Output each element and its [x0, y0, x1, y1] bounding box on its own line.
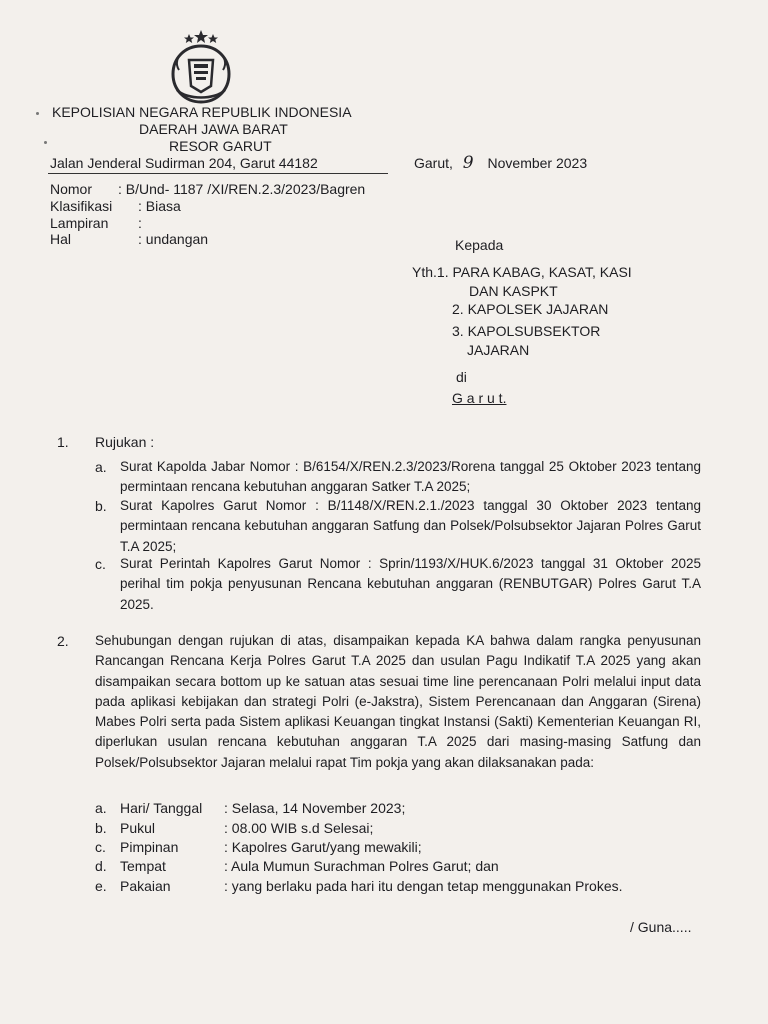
section-1-number: 1. [57, 434, 69, 450]
scan-speck [44, 141, 47, 144]
rujukan-b-letter: b. [95, 498, 107, 514]
detail-c-value: : Kapolres Garut/yang mewakili; [224, 839, 422, 855]
date-day-handwritten: 9 [462, 153, 474, 173]
detail-e-value: : yang berlaku pada hari itu dengan tetap menggunakan Prokes. [224, 878, 623, 894]
detail-e-label: Pakaian [120, 878, 171, 894]
meta-value-lampiran: : [138, 215, 142, 231]
rujukan-b-text: Surat Kapolres Garut Nomor : B/1148/X/REN.2.1./2023 tanggal 30 Oktober 2023 tentang permintaan rencana kebutuhan anggaran Satfung dan Polsek/Polsubsektor Jajaran Polres Garut T.A 2025; [120, 498, 701, 554]
date-month-year: November 2023 [487, 155, 588, 171]
meta-value-klasifikasi: : Biasa [138, 198, 181, 214]
address-underline [48, 173, 388, 174]
rujukan-c-letter: c. [95, 556, 106, 572]
recipient-di: di [456, 369, 467, 385]
detail-a-letter: a. [95, 800, 107, 816]
detail-a-value: : Selasa, 14 November 2023; [224, 800, 406, 816]
org-unit: RESOR GARUT [169, 138, 272, 154]
detail-d-label: Tempat [120, 858, 166, 874]
rujukan-a-letter: a. [95, 459, 107, 475]
detail-b-value: : 08.00 WIB s.d Selesai; [224, 820, 374, 836]
rujukan-a-text: Surat Kapolda Jabar Nomor : B/6154/X/REN.2.3/2023/Rorena tanggal 25 Oktober 2023 tentang permintaan rencana kebutuhan anggaran Satker T.A 2025; [120, 459, 701, 495]
detail-c-letter: c. [95, 839, 106, 855]
detail-b-label: Pukul [120, 820, 156, 836]
letter-date [414, 155, 587, 172]
section-2-number: 2. [57, 633, 69, 649]
meta-value-hal: : undangan [138, 231, 209, 247]
recipient-line-3: 3. KAPOLSUBSEKTOR [452, 323, 601, 339]
detail-e-letter: e. [95, 878, 107, 894]
recipient-line-1: Yth.1. PARA KABAG, KASAT, KASI [412, 264, 632, 280]
meta-label-klasifikasi: Klasifikasi [50, 198, 113, 214]
detail-d-letter: d. [95, 858, 107, 874]
org-name: KEPOLISIAN NEGARA REPUBLIK INDONESIA [52, 104, 352, 120]
recipient-kepada: Kepada [455, 237, 504, 253]
section-2-paragraph: Sehubungan dengan rujukan di atas, disampaikan kepada KA bahwa dalam rangka penyusunan Rancangan Rencana Kerja Polres Garut T.A 2025 dan usulan Pagu Indikatif T.A 2025 yang akan disampaikan secara bottom up ke satuan atas sesuai time line perencanaan Polri melalui input data pada aplikasi kebijakan dan strategi Polri (e-Jakstra), Sistem Perencanaan dan Anggaran (Sirena) Mabes Polri serta pada Sistem aplikasi Keuangan tingkat Instansi (Sakti) Kementerian Keuangan RI, diperlukan usulan rencana kebutuhan anggaran T.A 2025 dari masing-masing Satfung dan Polsek/Polsubsektor Jajaran melalui rapat Tim pokja yang akan dilaksanakan pada: [95, 633, 701, 770]
detail-b-letter: b. [95, 820, 107, 836]
detail-d-value: : Aula Mumun Surachman Polres Garut; dan [224, 858, 499, 874]
recipient-line-2: 2. KAPOLSEK JAJARAN [452, 301, 609, 317]
rujukan-c-text: Surat Perintah Kapolres Garut Nomor : Sprin/1193/X/HUK.6/2023 tanggal 31 Oktober 2025 perihal tim pokja penyusunan Rencana kebutuhan anggaran (RENBUTGAR) Polres Garut T.A 2025. [120, 556, 701, 612]
meta-label-lampiran: Lampiran [50, 215, 109, 231]
meta-label-nomor: Nomor [50, 181, 93, 197]
org-address: Jalan Jenderal Sudirman 204, Garut 44182 [50, 155, 318, 171]
recipient-city: G a r u t. [452, 390, 507, 406]
section-1-title: Rujukan : [95, 434, 155, 450]
page-continuation: / Guna..... [630, 919, 692, 935]
meta-value-nomor: : B/Und- 1187 /XI/REN.2.3/2023/Bagren [118, 181, 366, 197]
scan-speck [36, 112, 39, 115]
org-region: DAERAH JAWA BARAT [139, 121, 288, 137]
date-place: Garut, [414, 155, 453, 171]
meta-label-hal: Hal [50, 231, 72, 247]
detail-a-label: Hari/ Tanggal [120, 800, 203, 816]
recipient-line-3b: JAJARAN [467, 342, 530, 358]
police-emblem-icon [165, 30, 237, 106]
detail-c-label: Pimpinan [120, 839, 179, 855]
recipient-line-1b: DAN KASPKT [469, 283, 558, 299]
